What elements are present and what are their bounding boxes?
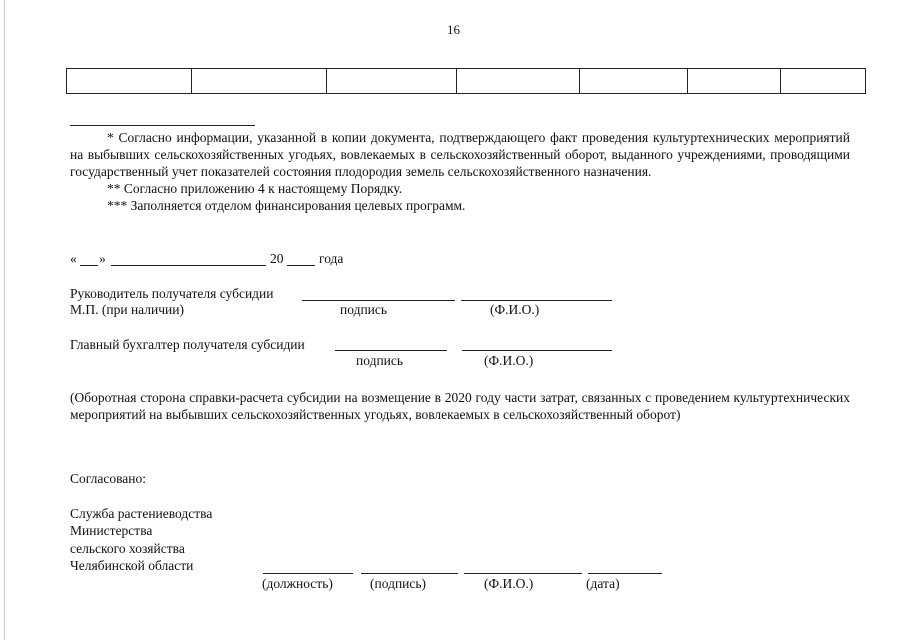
table-cell: [580, 69, 688, 94]
name-blank: [464, 573, 582, 574]
approver-org-line-4: Челябинской области: [70, 558, 194, 573]
signature-caption: (подпись): [370, 576, 427, 591]
footnotes-block: [70, 129, 850, 214]
date-open-quote: «: [70, 251, 77, 266]
accountant-signature-blank: [335, 350, 447, 351]
position-caption: (должность): [262, 576, 333, 591]
approver-org-line-1: Служба растениеводства: [70, 506, 213, 521]
footnote-3: *** Заполняется отделом финансирования целевых программ.: [107, 198, 466, 213]
table-cell: [67, 69, 192, 94]
date-caption: (дата): [586, 576, 620, 591]
table-cell: [688, 69, 781, 94]
date-month-blank: [111, 265, 266, 266]
date-close-quote: »: [99, 251, 106, 266]
approver-org-line-2: Министерства: [70, 523, 153, 538]
continued-table-row: [66, 68, 866, 94]
head-sign-caption: подпись: [340, 302, 388, 317]
date-year-prefix: 20: [270, 251, 284, 266]
table-cell: [327, 69, 457, 94]
page-left-edge: [4, 0, 5, 640]
position-blank: [263, 573, 353, 574]
accountant-sign-caption: подпись: [356, 353, 404, 368]
accountant-name-blank: [462, 350, 612, 351]
name-caption: (Ф.И.О.): [484, 576, 534, 591]
date-blank: [588, 573, 662, 574]
head-label: Руководитель получателя субсидии: [70, 286, 274, 301]
head-name-blank: [461, 300, 612, 301]
table-cell: [781, 69, 866, 94]
footnote-2: ** Согласно приложению 4 к настоящему Порядку.: [107, 181, 403, 196]
accountant-name-caption: (Ф.И.О.): [484, 353, 534, 368]
head-signature-blank: [302, 300, 455, 301]
page-number: 16: [447, 22, 460, 37]
date-year-word: года: [319, 251, 344, 266]
stamp-label: М.П. (при наличии): [70, 302, 184, 317]
footnote-separator: [70, 125, 255, 126]
head-name-caption: (Ф.И.О.): [490, 302, 540, 317]
table-cell: [192, 69, 327, 94]
approved-label: Согласовано:: [70, 471, 146, 486]
accountant-label: Главный бухгалтер получателя субсидии: [70, 337, 305, 352]
signature-blank: [361, 573, 458, 574]
footnote-1: * Согласно информации, указанной в копии документа, подтверждающего факт проведения культуртехнических мероприятий на выбывших сельскохозяйственных угодьях, вовлекаемых в сельскохозяйственный оборот, выданного учреждениями, проводящими государственный учет показателей состояния плодородия земель сельскохозяйственного назначения.: [70, 130, 850, 179]
approver-org-line-3: сельского хозяйства: [70, 541, 185, 556]
date-year-blank: [287, 265, 315, 266]
table-cell: [457, 69, 580, 94]
reverse-side-note: (Оборотная сторона справки-расчета субсидии на возмещение в 2020 году части затрат, связанных с проведением культуртехнических мероприятий на выбывших сельскохозяйственных угодьях, вовлекаемых в сельскохозяйственный оборот): [70, 390, 850, 422]
date-day-blank: [80, 265, 98, 266]
